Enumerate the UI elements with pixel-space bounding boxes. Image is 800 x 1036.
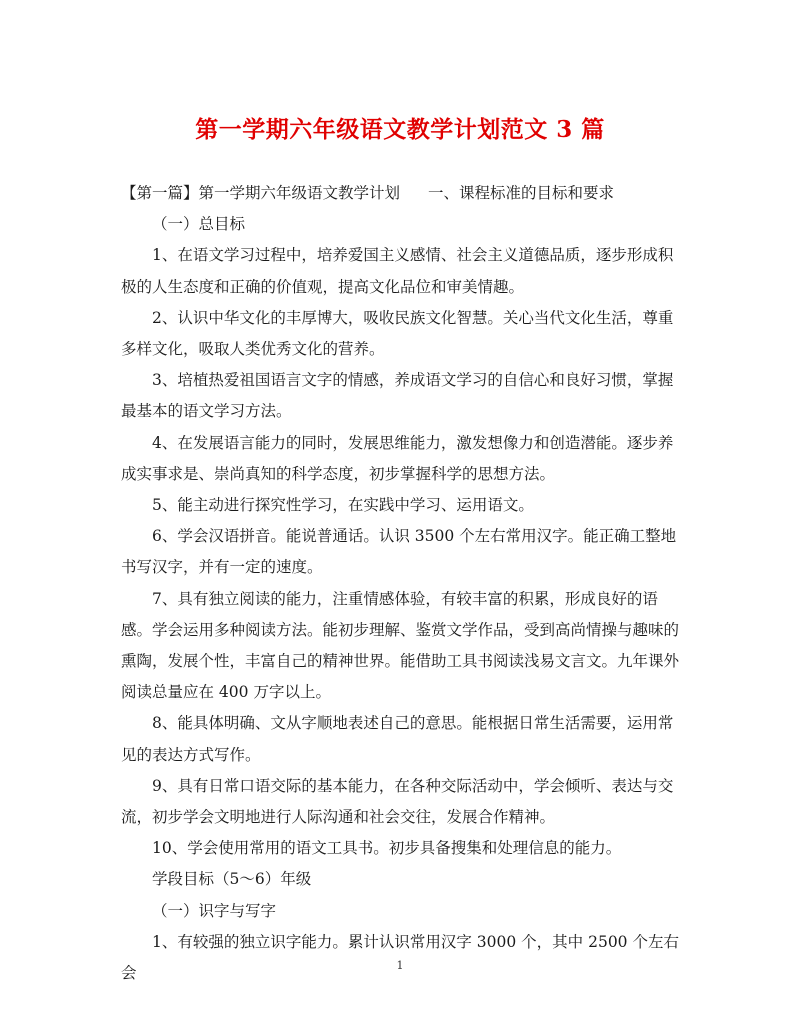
section-heading-left: 【第一篇】第一学期六年级语文教学计划 [121,184,401,202]
paragraph: 4、在发展语言能力的同时，发展思维能力，激发想像力和创造潜能。逐步养成实事求是、崇尚真知的科学态度，初步掌握科学的思想方法。 [121,433,674,483]
paragraph: 7、具有独立阅读的能力，注重情感体验，有较丰富的积累，形成良好的语感。学会运用多种阅读方法。能初步理解、鉴赏文学作品，受到高尚情操与趣味的熏陶，发展个性，丰富自己的精神世界。能借助工具书阅读浅易文言文。九年课外阅读总量应在 400 万字以上。 [121,589,680,702]
document-title: 第一学期六年级语文教学计划范文 3 篇 [195,116,605,143]
paragraph: 10、学会使用常用的语文工具书。初步具备搜集和处理信息的能力。 [152,839,622,858]
paragraph: 3、培植热爱祖国语言文字的情感，养成语文学习的自信心和良好习惯，掌握最基本的语文学习方法。 [121,371,674,421]
paragraph: 学段目标（5～6）年级 [152,870,312,889]
section-heading [121,178,679,209]
paragraph: 5、能主动进行探究性学习，在实践中学习、运用语文。 [152,496,534,515]
paragraph: 8、能具体明确、文从字顺地表述自己的意思。能根据日常生活需要，运用常见的表达方式写作。 [121,714,674,764]
section-heading-right: 一、课程标准的目标和要求 [428,184,615,202]
paragraph: （一）识字与写字 [152,901,277,920]
paragraph: （一）总目标 [152,215,246,234]
paragraph: 1、有较强的独立识字能力。累计认识常用汉字 3000 个，其中 2500 个左右会 [121,932,679,983]
paragraph: 9、具有日常口语交际的基本能力，在各种交际活动中，学会倾听、表达与交流，初步学会文明地进行人际沟通和社会交往，发展合作精神。 [121,776,674,827]
document-body [121,178,679,989]
paragraph: 6、学会汉语拼音。能说普通话。认识 3500 个左右常用汉字。能正确工整地书写汉字，并有一定的速度。 [121,527,677,577]
paragraph: 1、在语文学习过程中，培养爱国主义感情、社会主义道德品质，逐步形成积极的人生态度和正确的价值观，提高文化品位和审美情趣。 [121,246,674,296]
page-number: 1 [396,959,404,972]
paragraph: 2、认识中华文化的丰厚博大，吸收民族文化智慧。关心当代文化生活，尊重多样文化，吸取人类优秀文化的营养。 [121,308,674,359]
